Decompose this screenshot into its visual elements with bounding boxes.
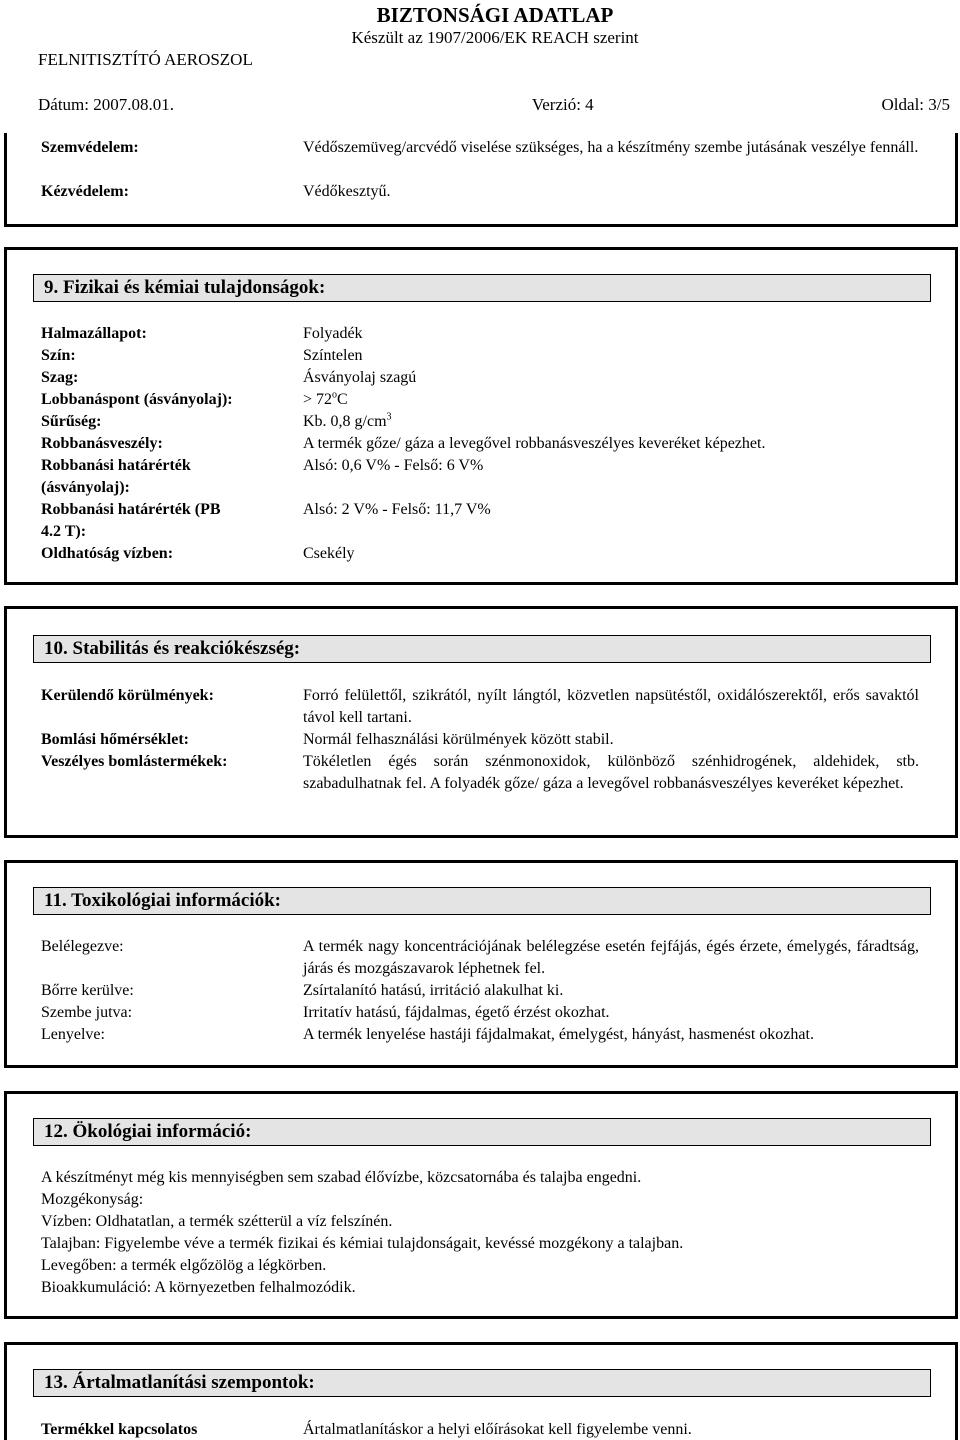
stability-row xyxy=(41,751,919,795)
stability-label: Kerülendő körülmények: xyxy=(41,687,214,704)
eye-protection-label: Szemvédelem: xyxy=(41,139,139,156)
toxicology-row xyxy=(41,1002,919,1024)
disposal-value: Ártalmatlanításkor a helyi előírásokat kell figyelembe venni. xyxy=(303,1421,692,1438)
stability-label: Bomlási hőmérséklet: xyxy=(41,731,189,748)
toxicology-row xyxy=(41,1024,919,1046)
property-value: Alsó: 0,6 V% - Felső: 6 V% xyxy=(303,457,484,474)
property-row xyxy=(41,323,919,345)
document-date: Dátum: 2007.08.01. xyxy=(38,95,174,114)
document-title: BIZTONSÁGI ADATLAP xyxy=(376,3,614,27)
property-label: Robbanási határérték (ásványolaj): xyxy=(41,457,191,496)
property-value: > $72^oC$ xyxy=(303,389,348,408)
section-13-box xyxy=(4,1342,958,1440)
property-value: Csekély xyxy=(303,545,355,562)
toxicology-row xyxy=(41,980,919,1002)
section-12-title: 12. Ökológiai információ: xyxy=(33,1118,931,1146)
property-row xyxy=(41,543,919,565)
property-value: Ásványolaj szagú xyxy=(303,369,417,386)
stability-row xyxy=(41,685,919,729)
section-12-box xyxy=(4,1091,958,1319)
property-value: A termék gőze/ gáza a levegővel robbanásveszélyes keveréket képezhet. xyxy=(303,435,766,452)
property-row xyxy=(41,499,919,543)
section-9-title: 9. Fizikai és kémiai tulajdonságok: xyxy=(33,274,931,302)
section-13-title: 13. Ártalmatlanítási szempontok: xyxy=(33,1369,931,1397)
toxicology-value: Zsírtalanító hatású, irritáció alakulhat ki. xyxy=(303,982,564,999)
property-value: Kb. 0,8 $g/cm^3$ xyxy=(303,411,392,430)
hand-protection-value: Védőkesztyű. xyxy=(303,183,391,200)
toxicology-value: A termék nagy koncentrációjának belélegzése esetén fejfájás, égés érzete, émelygés, fáradtság, járás és mozgászavarok léphetnek fel. xyxy=(303,938,919,977)
product-name: FELNITISZTÍTÓ AEROSZOL xyxy=(38,50,253,69)
disposal-label: Termékkel kapcsolatos xyxy=(41,1421,198,1438)
protection-box xyxy=(4,133,958,227)
hand-protection-label: Kézvédelem: xyxy=(41,183,129,200)
property-label: Robbanásveszély: xyxy=(41,435,163,452)
property-label: Sűrűség: xyxy=(41,413,102,430)
document-subtitle: Készült az 1907/2006/EK REACH szerint xyxy=(351,28,639,47)
property-value: Alsó: 2 V% - Felső: 11,7 V% xyxy=(303,501,491,518)
property-label: Robbanási határérték (PB 4.2 T): xyxy=(41,501,221,540)
stability-value: Tökéletlen égés során szénmonoxidok, különböző szénhidrogének, aldehidek, stb. szabadulhatnak fel. A folyadék gőze/ gáza a levegővel robbanásveszélyes keveréket képezhet. xyxy=(303,753,919,792)
ecology-line: Mozgékonyság: xyxy=(41,1191,144,1208)
property-row xyxy=(41,345,919,367)
property-label: Oldhatóság vízben: xyxy=(41,545,174,562)
property-value: Folyadék xyxy=(303,325,363,342)
ecology-text xyxy=(41,1167,919,1299)
toxicology-value: Irritatív hatású, fájdalmas, égető érzést okozhat. xyxy=(303,1004,610,1021)
page-number: Oldal: 3/5 xyxy=(881,95,950,114)
property-label: Halmazállapot: xyxy=(41,325,147,342)
stability-value: Normál felhasználási körülmények között stabil. xyxy=(303,731,614,748)
disposal-row xyxy=(41,1419,919,1440)
section-11-title: 11. Toxikológiai információk: xyxy=(33,887,931,915)
document-version: Verzió: 4 xyxy=(531,95,594,114)
stability-label: Veszélyes bomlástermékek: xyxy=(41,753,228,770)
toxicology-value: A termék lenyelése hastáji fájdalmakat, émelygést, hányást, hasmenést okozhat. xyxy=(303,1026,814,1043)
section-11-box xyxy=(4,860,958,1068)
section-9-box xyxy=(4,247,958,585)
property-row xyxy=(41,433,919,455)
toxicology-label: Bőrre kerülve: xyxy=(41,982,134,999)
toxicology-label: Lenyelve: xyxy=(41,1026,105,1043)
property-row xyxy=(41,455,919,499)
ecology-line: Vízben: Oldhatatlan, a termék szétterül a víz felszínén. xyxy=(41,1213,393,1230)
stability-row xyxy=(41,729,919,751)
ecology-line: Levegőben: a termék elgőzölög a légkörben. xyxy=(41,1257,327,1274)
stability-value: Forró felülettől, szikrától, nyílt lángtól, közvetlen napsütéstől, oxidálószerektől, erős savaktól távol kell tartani. xyxy=(303,687,919,726)
toxicology-row xyxy=(41,936,919,980)
property-row xyxy=(41,411,919,433)
toxicology-label: Szembe jutva: xyxy=(41,1004,133,1021)
ecology-line: Talajban: Figyelembe véve a termék fizikai és kémiai tulajdonságait, kevéssé mozgékony a talajban. xyxy=(41,1235,684,1252)
hand-protection-row xyxy=(41,181,919,203)
property-label: Szag: xyxy=(41,369,79,386)
property-label: Lobbanáspont (ásványolaj): xyxy=(41,391,233,408)
property-label: Szín: xyxy=(41,347,76,364)
section-10-title: 10. Stabilitás és reakciókészség: xyxy=(33,635,931,663)
property-value: Színtelen xyxy=(303,347,363,364)
ecology-line: Bioakkumuláció: A környezetben felhalmozódik. xyxy=(41,1279,356,1296)
eye-protection-row xyxy=(41,137,919,159)
document-meta xyxy=(38,95,950,115)
eye-protection-value: Védőszemüveg/arcvédő viselése szükséges, ha a készítmény szembe jutásának veszélye fennáll. xyxy=(303,139,919,156)
toxicology-label: Belélegezve: xyxy=(41,938,124,955)
property-row xyxy=(41,389,919,411)
section-10-box xyxy=(4,606,958,838)
property-row xyxy=(41,367,919,389)
ecology-line: A készítményt még kis mennyiségben sem szabad élővízbe, közcsatornába és talajba engedni. xyxy=(41,1169,642,1186)
